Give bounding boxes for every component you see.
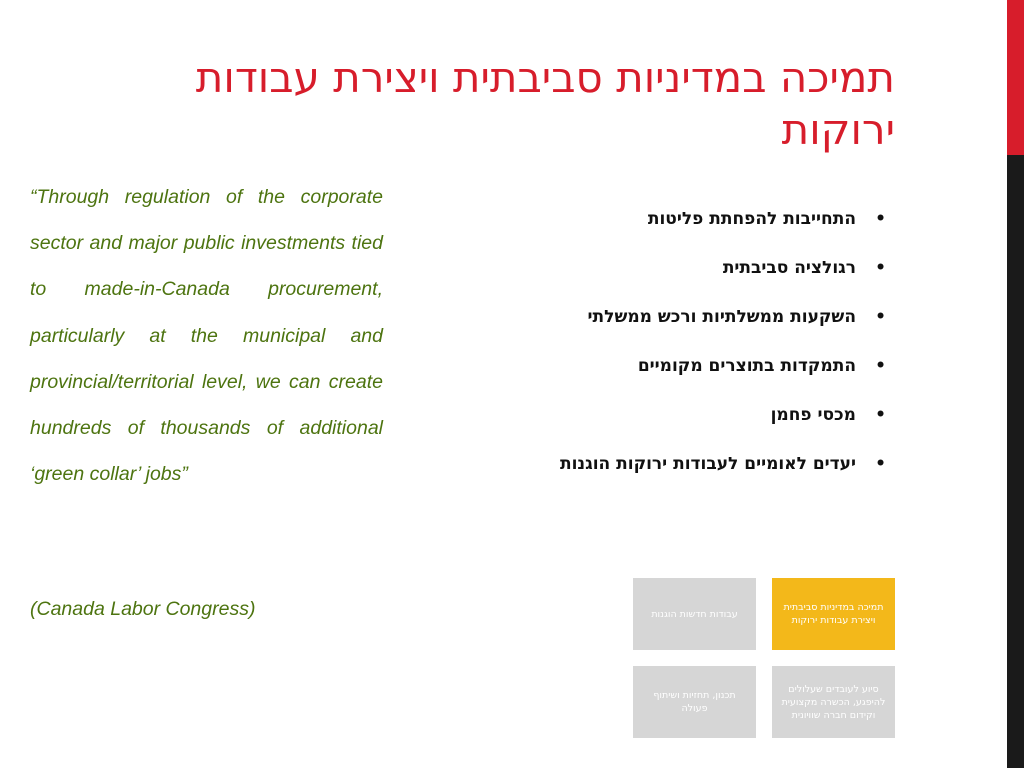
bullet-marker: • xyxy=(875,307,886,327)
bullet-marker: • xyxy=(875,454,886,474)
bullet-marker: • xyxy=(875,258,886,278)
bullet-item xyxy=(400,347,890,396)
bullet-item xyxy=(400,298,890,347)
bullet-marker: • xyxy=(875,209,886,229)
diagram-box-planning xyxy=(633,666,756,738)
diagram-box-label: תמיכה במדיניות סביבתית ויצירת עבודות ירוקות xyxy=(783,602,884,626)
accent-bar-bottom xyxy=(1007,155,1024,768)
bullet-item xyxy=(400,200,890,249)
bullet-item xyxy=(400,249,890,298)
diagram-box-label: עבודות חדשות הוגנות xyxy=(651,608,738,620)
quote-text: “Through regulation of the corporate sector and major public investments tied to made-in-Canada procurement, particularly at the municipal and provincial/territorial level, we can create hundreds of thousands of additional ‘green collar’ jobs” xyxy=(30,186,383,486)
bullet-text: מכסי פחמן xyxy=(770,405,856,425)
diagram-box-new-fair-jobs xyxy=(633,578,756,650)
diagram-box-policy-support xyxy=(772,578,895,650)
quote-source: (Canada Labor Congress) xyxy=(30,598,256,620)
bullet-text: רגולציה סביבתית xyxy=(722,258,856,278)
slide-title: תמיכה במדיניות סביבתית ויצירת עבודות ירוקות xyxy=(195,53,895,154)
bullet-item xyxy=(400,396,890,445)
bullet-text: התחייבות להפחתת פליטות xyxy=(647,209,856,229)
bullet-text: יעדים לאומיים לעבודות ירוקות הוגנות xyxy=(559,454,856,474)
bullet-marker: • xyxy=(875,356,886,376)
diagram-box-label: תכנון, תחזיות ושיתוף פעולה xyxy=(653,690,736,714)
diagram-box-label: סיוע לעובדים שעלולים להיפגע, הכשרה מקצועית וקידום חברה שוויונית xyxy=(781,683,886,721)
bullet-item xyxy=(400,445,890,494)
bullet-text: השקעות ממשלתיות ורכש ממשלתי xyxy=(587,307,856,327)
accent-bar-top xyxy=(1007,0,1024,155)
diagram-box-worker-support xyxy=(772,666,895,738)
bullet-marker: • xyxy=(875,405,886,425)
bullet-text: התמקדות בתוצרים מקומיים xyxy=(637,356,856,376)
bullet-list xyxy=(400,200,890,494)
